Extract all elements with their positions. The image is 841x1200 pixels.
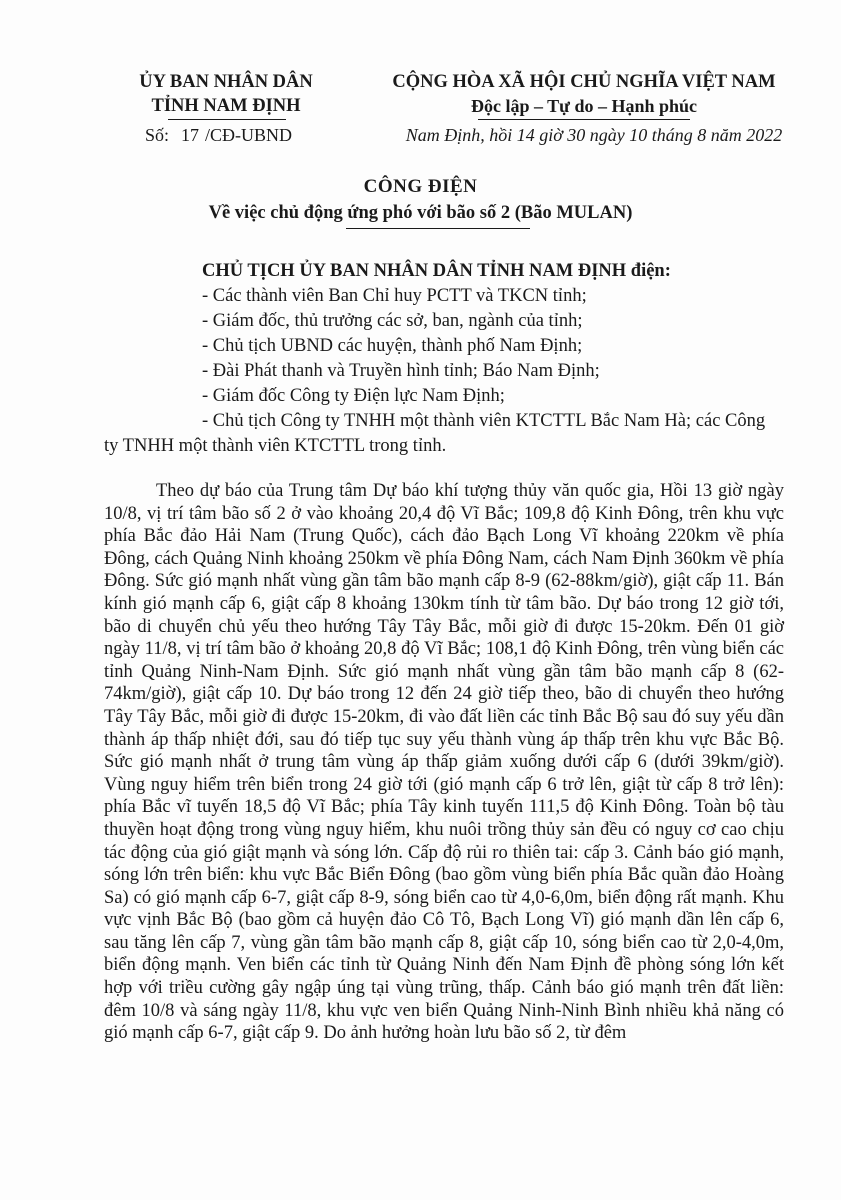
issuing-authority	[100, 70, 352, 118]
place-and-date: Nam Định, hồi 14 giờ 30 ngày 10 tháng 8 năm 2022	[405, 125, 783, 145]
authority-line-1: ỦY BAN NHÂN DÂN	[139, 72, 313, 92]
document-subject: Về việc chủ động ứng phó với bão số 2 (Bão MULAN)	[208, 203, 633, 223]
document-type-title: CÔNG ĐIỆN	[363, 176, 478, 197]
number-suffix: /CĐ-UBND	[205, 125, 293, 145]
addressee-item: - Giám đốc Công ty Điện lực Nam Định;	[202, 386, 505, 406]
number-label: Số:	[145, 125, 170, 145]
addressees-title: CHỦ TỊCH ỦY BAN NHÂN DÂN TỈNH NAM ĐỊNH điện:	[202, 261, 671, 281]
document-number	[145, 123, 292, 147]
authority-underline	[168, 119, 286, 120]
addressees-list	[104, 284, 784, 459]
number-value: 17	[181, 125, 200, 145]
nation-name: CỘNG HÒA XÃ HỘI CHỦ NGHĨA VIỆT NAM	[392, 72, 776, 92]
addressee-item: - Đài Phát thanh và Truyền hình tỉnh; Báo Nam Định;	[202, 361, 600, 381]
addressee-item: - Giám đốc, thủ trưởng các sở, ban, ngành của tỉnh;	[202, 311, 583, 331]
addressee-item: - Chủ tịch Công ty TNHH một thành viên KTCTTL Bắc Nam Hà; các Công ty TNHH một thành viên KTCTTL trong tỉnh.	[104, 411, 766, 456]
body-paragraph: Theo dự báo của Trung tâm Dự báo khí tượng thủy văn quốc gia, Hồi 13 giờ ngày 10/8, vị trí tâm bão số 2 ở vào khoảng 20,4 độ Vĩ Bắc; 109,8 độ Kinh Đông, trên khu vực phía Bắc đảo Hải Nam (Trung Quốc), cách đảo Bạch Long Vĩ khoảng 220km về phía Đông, cách Quảng Ninh khoảng 250km về phía Đông Nam, cách Nam Định 360km về phía Đông. Sức gió mạnh nhất vùng gần tâm bão mạnh cấp 8-9 (62-88km/giờ), giật cấp 11. Bán kính gió mạnh cấp 6, giật cấp 8 khoảng 130km tính từ tâm bão. Dự báo trong 12 giờ tới, bão di chuyển chủ yếu theo hướng Tây Tây Bắc, mỗi giờ đi được 15-20km. Đến 01 giờ ngày 11/8, vị trí tâm bão ở khoảng 20,8 độ Vĩ Bắc; 108,1 độ Kinh Đông, trên vùng biển các tỉnh Quảng Ninh-Nam Định. Sức gió mạnh nhất vùng gần tâm bão mạnh cấp 8 (62-74km/giờ), giật cấp 10. Dự báo trong 12 đến 24 giờ tiếp theo, bão di chuyển theo hướng Tây Tây Bắc, mỗi giờ đi được 15-20km, đi vào đất liền các tỉnh Bắc Bộ sau đó suy yếu dần thành áp thấp nhiệt đới, sau đó tiếp tục suy yếu thành vùng áp thấp trên khu vực Bắc Bộ. Sức gió mạnh nhất ở trung tâm vùng áp thấp giảm xuống dưới cấp 6 (dưới 39km/giờ). Vùng nguy hiểm trên biển trong 24 giờ tới (gió mạnh cấp 6 trở lên, giật từ cấp 8 trở lên): phía Bắc vĩ tuyến 18,5 độ Vĩ Bắc; phía Tây kinh tuyến 111,5 độ Kinh Đông. Toàn bộ tàu thuyền hoạt động trong vùng nguy hiểm, khu nuôi trồng thủy sản đều có nguy cơ cao chịu tác động của gió giật mạnh và sóng lớn. Cấp độ rủi ro thiên tai: cấp 3. Cảnh báo gió mạnh, sóng lớn trên biển: khu vực Bắc Biển Đông (bao gồm vùng biển phía Bắc quần đảo Hoàng Sa) có gió mạnh cấp 6-7, giật cấp 8-9, sóng biển cao từ 4,0-6,0m, biển động rất mạnh. Khu vực vịnh Bắc Bộ (bao gồm cả huyện đảo Cô Tô, Bạch Long Vĩ) gió mạnh dần lên cấp 6, sau tăng lên cấp 7, vùng gần tâm bão mạnh cấp 8, giật cấp 10, sóng biển cao từ 2,0-4,0m, biển động mạnh. Ven biển các tỉnh từ Quảng Ninh đến Nam Định đề phòng sóng lớn kết hợp với triều cường gây ngập úng tại vùng trũng, thấp. Cảnh báo gió mạnh trên đất liền: đêm 10/8 và sáng ngày 11/8, khu vực ven biển Quảng Ninh-Ninh Bình nhiều khả năng có gió mạnh cấp 6-7, giật cấp 9. Do ảnh hưởng hoàn lưu bão số 2, từ đêm	[104, 481, 784, 1044]
national-motto: Độc lập – Tự do – Hạnh phúc	[470, 96, 698, 116]
subject-underline	[346, 228, 530, 229]
motto-underline	[478, 119, 690, 120]
addressee-item: - Chủ tịch UBND các huyện, thành phố Nam Định;	[202, 336, 583, 356]
authority-line-2: TỈNH NAM ĐỊNH	[151, 96, 301, 116]
addressee-item: - Các thành viên Ban Chỉ huy PCTT và TKCN tỉnh;	[202, 286, 587, 306]
national-heading	[365, 70, 803, 118]
